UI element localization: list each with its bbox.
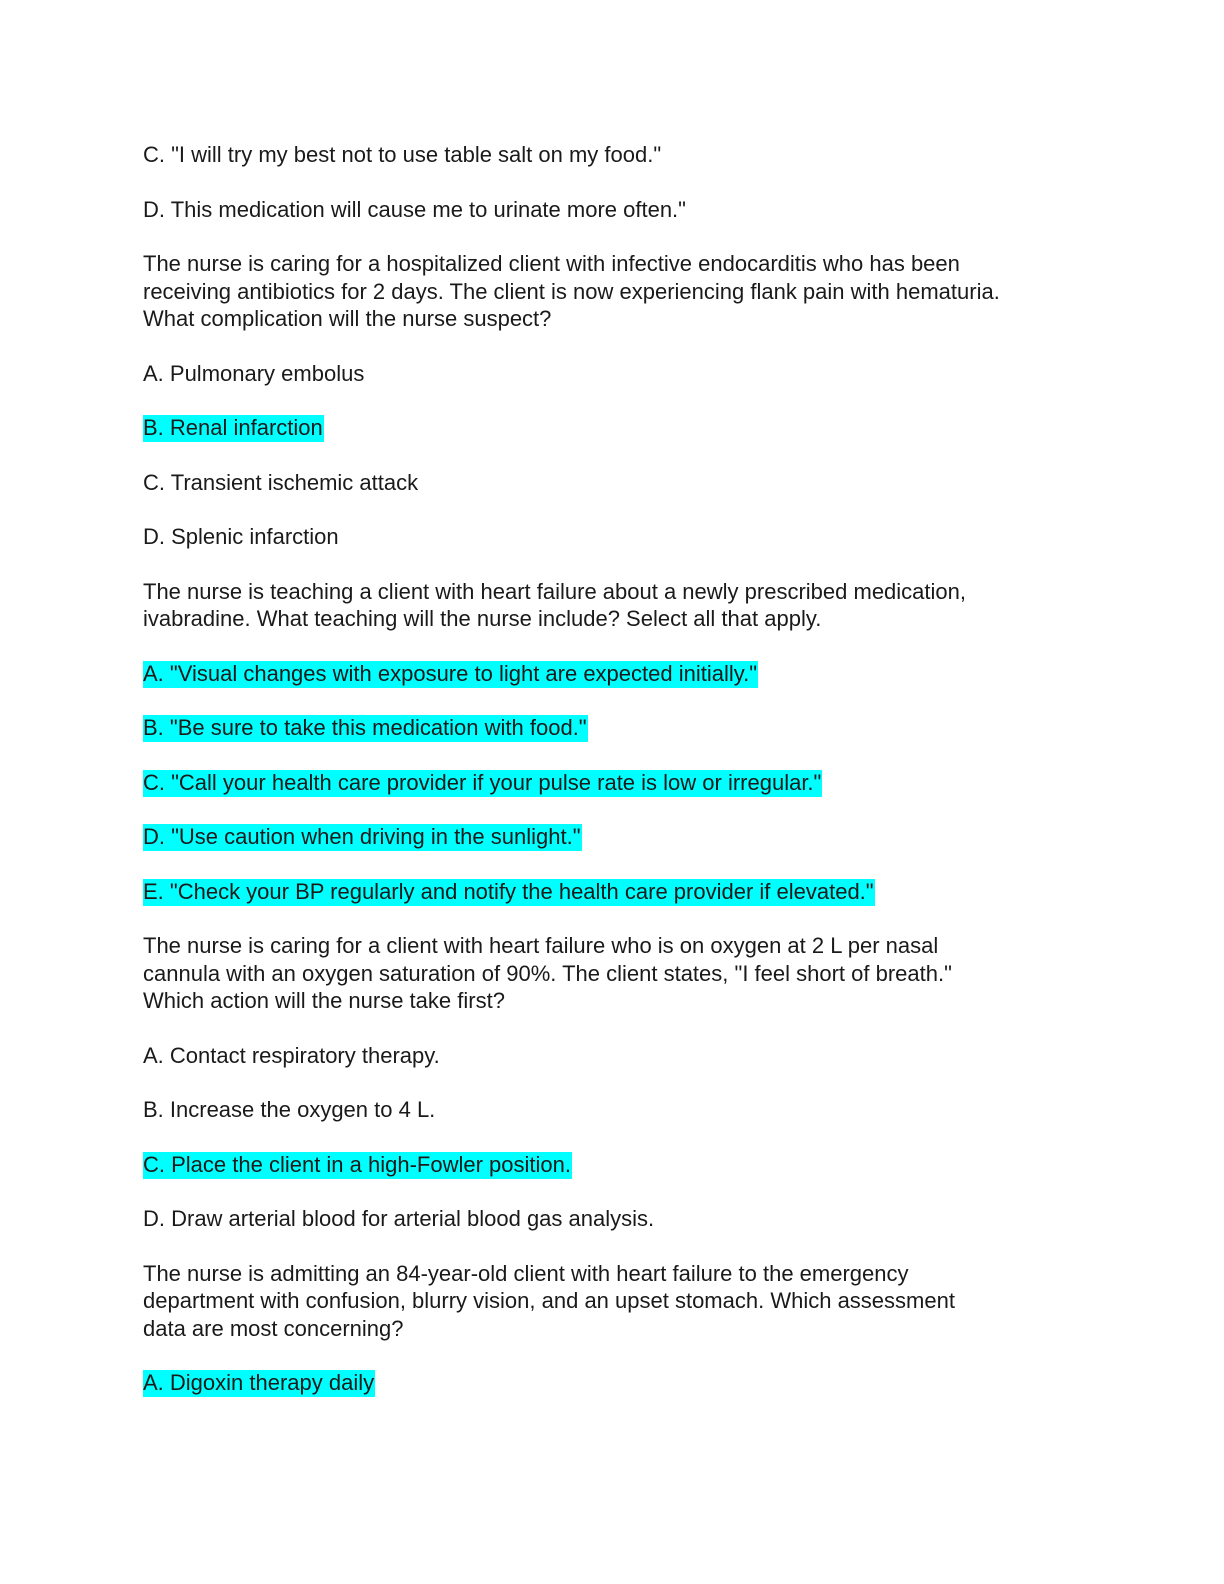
answer-option-text: C. Transient ischemic attack bbox=[143, 469, 419, 495]
answer-option-text: C. Place the client in a high-Fowler position. bbox=[143, 1151, 571, 1177]
question-text bbox=[143, 578, 1103, 633]
question-line: The nurse is teaching a client with heart failure about a newly prescribed medication, bbox=[143, 578, 967, 604]
answer-option-highlighted bbox=[143, 660, 1103, 688]
answer-option-text: D. This medication will cause me to urinate more often." bbox=[143, 196, 686, 222]
answer-option-text: E. "Check your BP regularly and notify the health care provider if elevated." bbox=[143, 878, 874, 904]
answer-option-text: A. "Visual changes with exposure to light are expected initially." bbox=[143, 660, 758, 686]
answer-option bbox=[143, 469, 1103, 497]
answer-option-text: D. Splenic infarction bbox=[143, 524, 339, 549]
question-line: The nurse is admitting an 84-year-old client with heart failure to the emergency bbox=[143, 1260, 909, 1286]
answer-option-text: C. "I will try my best not to use table salt on my food." bbox=[143, 142, 662, 167]
answer-option-text: D. "Use caution when driving in the sunlight." bbox=[143, 824, 581, 849]
answer-option-text: C. "Call your health care provider if your pulse rate is low or irregular." bbox=[143, 769, 822, 795]
question-text bbox=[143, 932, 1103, 1015]
answer-option-text: D. Draw arterial blood for arterial blood gas analysis. bbox=[143, 1206, 655, 1231]
question-line: The nurse is caring for a client with heart failure who is on oxygen at 2 L per nasal bbox=[143, 933, 939, 958]
document-page bbox=[143, 141, 1103, 1424]
question-line: data are most concerning? bbox=[143, 1315, 404, 1341]
question-line: ivabradine. What teaching will the nurse include? Select all that apply. bbox=[143, 606, 822, 631]
answer-option-highlighted bbox=[143, 769, 1103, 797]
answer-option-text: B. "Be sure to take this medication with food." bbox=[143, 715, 587, 740]
answer-option bbox=[143, 1205, 1103, 1233]
answer-option bbox=[143, 1096, 1103, 1124]
question-line: What complication will the nurse suspect? bbox=[143, 306, 552, 331]
answer-option-highlighted bbox=[143, 878, 1103, 906]
answer-option-highlighted bbox=[143, 1151, 1103, 1179]
question-line: receiving antibiotics for 2 days. The client is now experiencing flank pain with hematuria. bbox=[143, 278, 1000, 304]
answer-option bbox=[143, 1042, 1103, 1070]
question-line: department with confusion, blurry vision, and an upset stomach. Which assessment bbox=[143, 1288, 955, 1313]
answer-option-highlighted bbox=[143, 714, 1103, 742]
question-text bbox=[143, 1260, 1103, 1343]
question-text bbox=[143, 250, 1103, 333]
question-line: The nurse is caring for a hospitalized client with infective endocarditis who has been bbox=[143, 251, 960, 276]
answer-option-text: A. Pulmonary embolus bbox=[143, 360, 365, 386]
answer-option-text: A. Digoxin therapy daily bbox=[143, 1370, 375, 1395]
answer-option-highlighted bbox=[143, 414, 1103, 442]
question-line: cannula with an oxygen saturation of 90%. The client states, "I feel short of breath." bbox=[143, 960, 952, 986]
answer-option bbox=[143, 523, 1103, 551]
answer-option-highlighted bbox=[143, 1369, 1103, 1397]
answer-option-text: B. Renal infarction bbox=[143, 415, 323, 440]
question-line: Which action will the nurse take first? bbox=[143, 988, 505, 1013]
answer-option bbox=[143, 196, 1103, 224]
answer-option-highlighted bbox=[143, 823, 1103, 851]
answer-option-text: B. Increase the oxygen to 4 L. bbox=[143, 1097, 436, 1122]
answer-option bbox=[143, 141, 1103, 169]
answer-option bbox=[143, 360, 1103, 388]
answer-option-text: A. Contact respiratory therapy. bbox=[143, 1042, 440, 1068]
